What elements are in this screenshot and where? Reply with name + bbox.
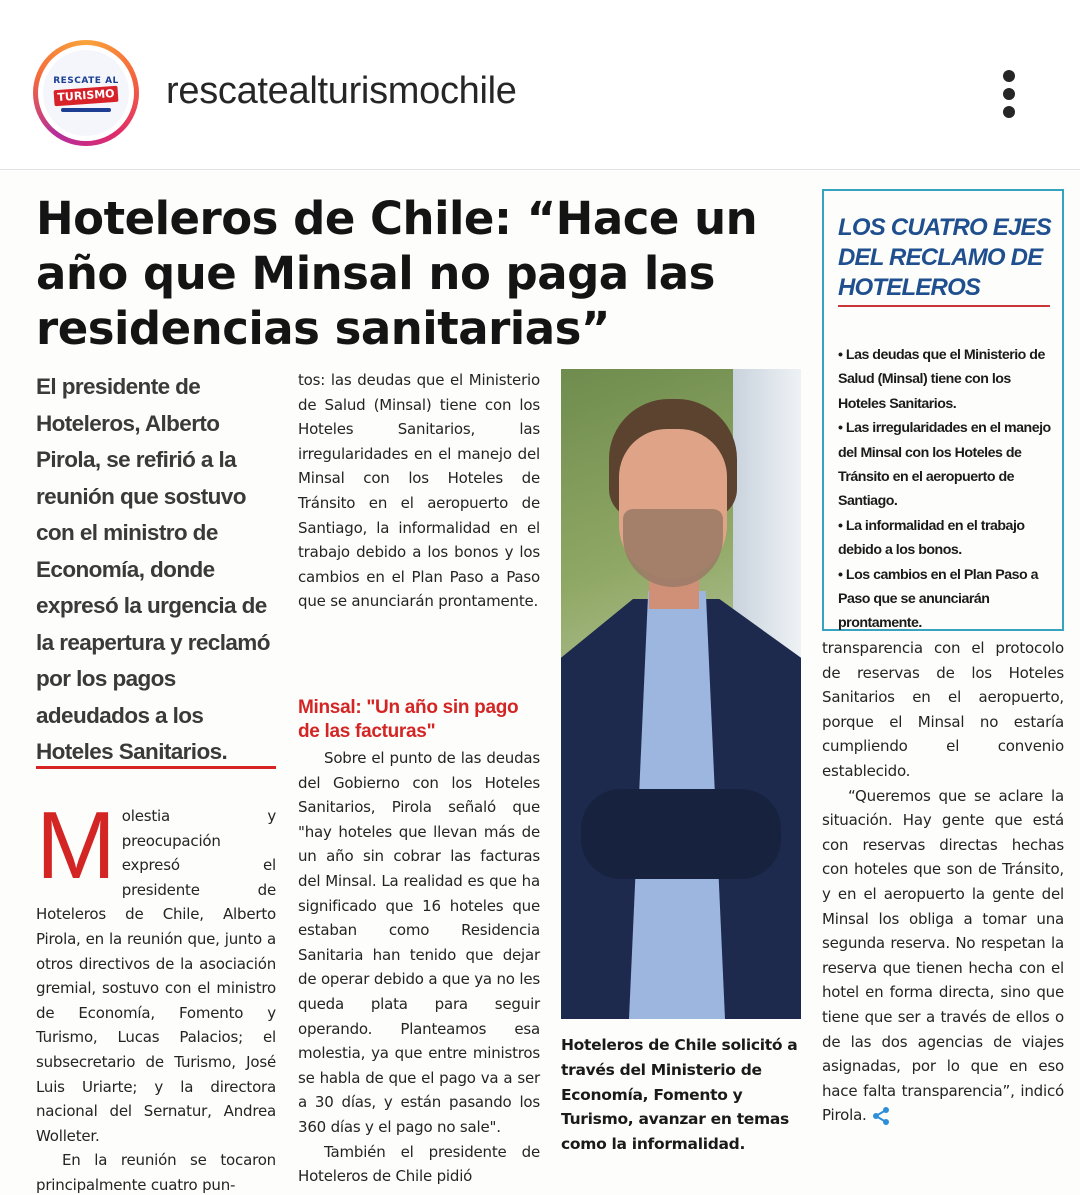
photo-beard (623, 509, 723, 587)
lead-divider (36, 766, 276, 769)
column-2-paragraph-2: Sobre el punto de las deudas del Gobierno con los Hoteles Sanitarios, Pirola señaló que "hay hoteles que llevan más de un año sin cobrar las facturas del Minsal. La realidad es que ha significado que 16 hoteles que estaban como Residencia Sanitaria han tenido que dejar de operar debido a que ya no les queda plata para seguir operando. Planteamos esa molestia, ya que entre ministros se habla de que el pago va a ser a 30 días, y están pasando los 360 días y el pago no sale". (298, 749, 540, 1136)
column-4-paragraph-1: transparencia con el protocolo de reservas de los Hoteles Sanitarios en el aeropuerto, porque el Minsal no estaría cumpliendo el convenio establecido. (822, 639, 1064, 780)
sidebar-list (838, 343, 1056, 636)
sidebar-box (822, 189, 1064, 631)
article-column-4 (822, 636, 1064, 1128)
article-column-2-top (298, 368, 540, 614)
column-2-paragraph-3: También el presidente de Hoteleros de Chile pidió (298, 1142, 540, 1186)
column-1-paragraph-2: En la reunión se tocaron principalmente cuatro pun- (36, 1151, 276, 1194)
logo-top-text: RESCATE AL (53, 76, 119, 86)
logo-main-text: TURISMO (54, 86, 119, 106)
column-2-paragraph-1: tos: las deudas que el Ministerio de Salud (Minsal) tiene con los Hoteles Sanitarios, las irregularidades en el manejo del Minsal con los Hoteles de Tránsito en el aeropuerto de Santiago, la informalidad en el trabajo debido a los bonos y los cambios en el Plan Paso a Paso que se anunciarán prontamente. (298, 371, 540, 611)
share-icon[interactable] (871, 1106, 891, 1126)
sidebar-title: LOS CUATRO EJES DEL RECLAMO DE HOTELEROS (838, 214, 1051, 301)
more-dot (1003, 106, 1015, 118)
article-column-1 (36, 792, 276, 1195)
sidebar-list-item: • Los cambios en el Plan Paso a Paso que se anunciarán prontamente. (838, 566, 1038, 632)
column-4-paragraph-2-text: “Queremos que se aclare la situación. Hay gente que está con reservas directas hechas con hoteles que son de Tránsito, y en el aeropuerto la gente del Minsal los obliga a tomar una segunda reserva. No respetan la reserva que tienen hecha con el hotel en forma directa, sino que tiene que ser a través de ellos o de las dos agencias de viajes asignadas, por lo que en eso hace falta transparencia”, indicó Pirola. (822, 786, 1064, 1125)
article-headline: Hoteleros de Chile: “Hace un año que Minsal no paga las residencias sanitarias” (36, 192, 758, 355)
logo-wing-shape (61, 108, 111, 112)
rescate-al-turismo-logo (43, 50, 129, 136)
more-dot (1003, 70, 1015, 82)
portrait-photo (561, 369, 801, 1019)
photo-crossed-arms (581, 789, 781, 879)
sidebar-list-item: • La informalidad en el trabajo debido a los bonos. (838, 517, 1025, 559)
sidebar-list-item: • Las irregularidades en el manejo del Minsal con los Hoteles de Tránsito en el aeropuerto de Santiago. (838, 420, 1051, 510)
avatar-border (38, 45, 134, 141)
avatar[interactable] (33, 40, 139, 146)
column-1-paragraph-1: olestia y preocupación expresó el presidente de Hoteleros de Chile, Alberto Pirola, en la reunión que, junto a otros directivos de la asociación gremial, sostuvo con el ministro de Economía, Fomento y Turismo, Lucas Palacios; el subsecretario de Turismo, José Luis Uriarte; y la directora nacional del Sernatur, Andrea Wolleter. (36, 807, 276, 1145)
article-lead: El presidente de Hoteleros, Alberto Pirola, se refirió a la reunión que sostuvo con el ministro de Economía, donde expresó la urgencia de la reapertura y reclamó por los pagos adeudados a los Hoteles Sanitarios. (36, 374, 270, 764)
article-column-2-bottom (298, 696, 540, 1189)
more-dot (1003, 88, 1015, 100)
more-vertical-icon[interactable] (992, 66, 1028, 122)
sidebar-divider (838, 305, 1050, 307)
dropcap-letter: M (36, 792, 116, 899)
post-header (0, 0, 1080, 170)
article-subhead: Minsal: "Un año sin pago de las facturas" (298, 697, 519, 742)
column-4-paragraph-2 (822, 784, 1064, 1128)
sidebar-list-item: • Las deudas que el Ministerio de Salud (Minsal) tiene con los Hoteles Sanitarios. (838, 347, 1045, 412)
post-image-newspaper-clipping[interactable] (0, 171, 1080, 1195)
username-link[interactable]: rescatealturismochile (166, 70, 517, 112)
photo-caption: Hoteleros de Chile solicitó a través del Ministerio de Economía, Fomento y Turismo, avanzar en temas como la informalidad. (561, 1036, 798, 1154)
